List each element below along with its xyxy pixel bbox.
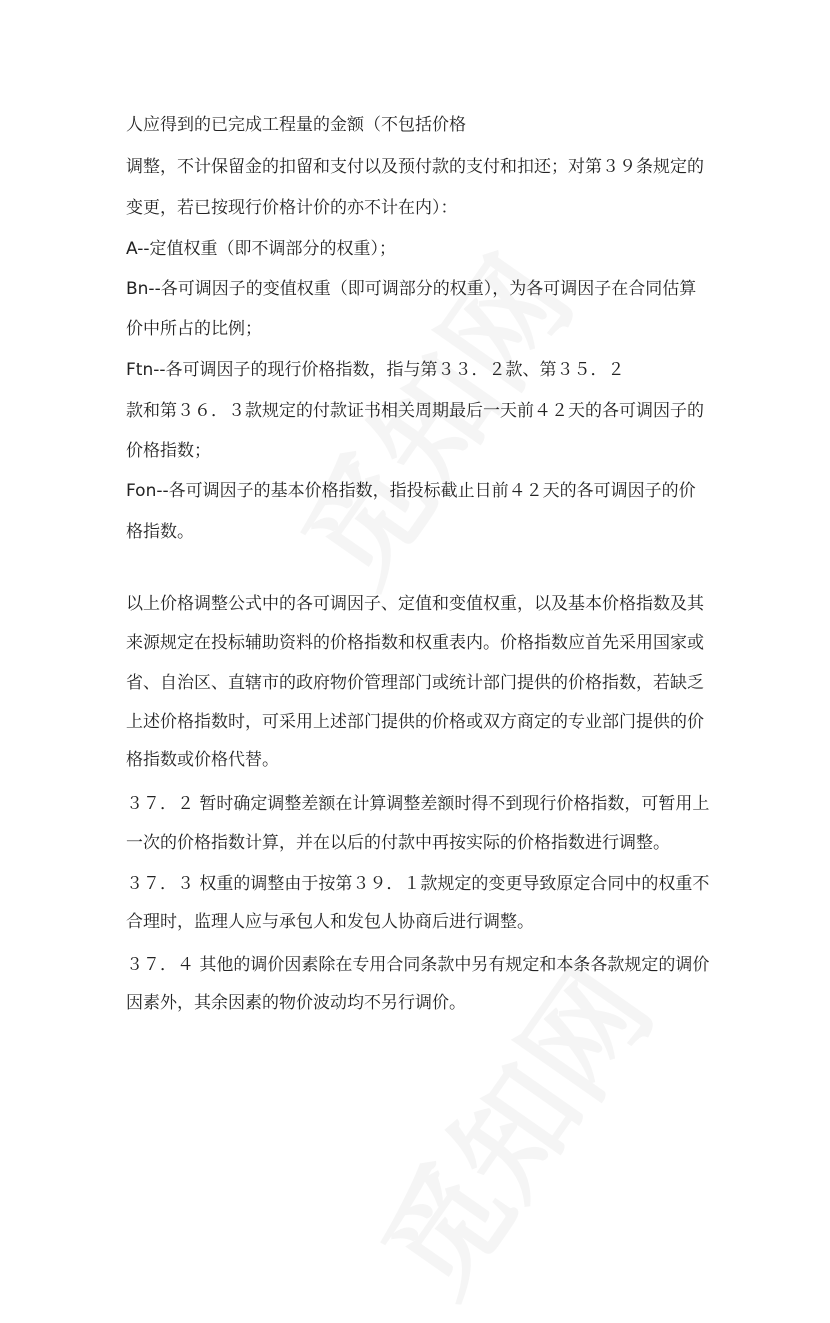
watermark <box>336 929 683 1323</box>
text-line: 人应得到的已完成工程量的金额（不包括价格 <box>126 115 466 135</box>
text-line: Ftn--各可调因子的现行价格指数，指与第３３．２款、第３５．２ <box>126 360 625 380</box>
text-line: ３７．４ 其他的调价因素除在专用合同条款中另有规定和本条各款规定的调价 <box>126 955 710 975</box>
text-line: 格指数。 <box>126 522 194 542</box>
text-line: 款和第３６．３款规定的付款证书相关周期最后一天前４２天的各可调因子的 <box>126 401 704 421</box>
text-line: Fon--各可调因子的基本价格指数，指投标截止日前４２天的各可调因子的价 <box>126 481 696 501</box>
text-line: 以上价格调整公式中的各可调因子、定值和变值权重，以及基本价格指数及其 <box>126 594 704 614</box>
text-line: 价格指数； <box>126 441 211 461</box>
text-line: 省、自治区、直辖市的政府物价管理部门或统计部门提供的价格指数，若缺乏 <box>126 673 704 693</box>
text-line: Bn--各可调因子的变值权重（即可调部分的权重），为各可调因子在合同估算 <box>126 279 697 299</box>
text-line: ３７．２ 暂时确定调整差额在计算调整差额时得不到现行价格指数，可暂用上 <box>126 794 710 814</box>
text-line: 合理时，监理人应与承包人和发包人协商后进行调整。 <box>126 912 534 932</box>
text-line: 价中所占的比例； <box>126 319 262 339</box>
text-line: 调整，不计保留金的扣留和支付以及预付款的支付和扣还；对第３９条规定的 <box>126 157 704 177</box>
text-line: ３７．３ 权重的调整由于按第３９．１款规定的变更导致原定合同中的权重不 <box>126 874 710 894</box>
text-line: 一次的价格指数计算，并在以后的付款中再按实际的价格指数进行调整。 <box>126 833 670 853</box>
text-line: 格指数或价格代替。 <box>126 750 279 770</box>
text-line: 上述价格指数时，可采用上述部门提供的价格或双方商定的专业部门提供的价 <box>126 712 704 732</box>
text-line: 来源规定在投标辅助资料的价格指数和权重表内。价格指数应首先采用国家或 <box>126 633 704 653</box>
text-line: 变更，若已按现行价格计价的亦不计在内）： <box>126 198 458 218</box>
text-line: 因素外，其余因素的物价波动均不另行调价。 <box>126 993 466 1013</box>
text-line: A--定值权重（即不调部分的权重）； <box>126 239 397 259</box>
